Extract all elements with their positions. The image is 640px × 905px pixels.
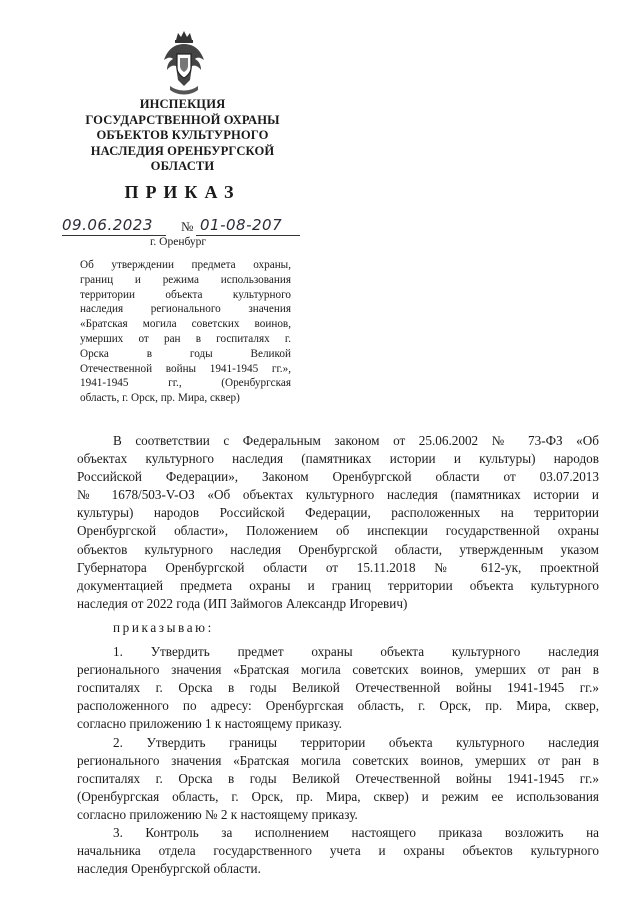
subject-line: территории объекта культурного [80,288,291,301]
number-underline [196,235,300,236]
handwritten-number: 01-08-207 [200,216,283,234]
preamble-line: объектах культурного наследия (памятниках истории и культуры) народов [77,451,599,467]
preamble-line: Губернатора Оренбургской области от 15.11.2018 № 612-ук, проектной [77,559,599,575]
item1-line: согласно приложению 1 к настоящему приказу. [77,716,342,732]
preamble-line: Оренбургской области», Положением об инспекции государственной охраны [77,523,599,539]
preamble-line: наследия от 2022 года (ИП Займогов Александр Игоревич) [77,595,408,611]
item2-line: госпиталях г. Орска в годы Великой Отечественной войны 1941-1945 гг.» [77,770,599,786]
agency-line: НАСЛЕДИЯ ОРЕНБУРГСКОЙ [90,143,275,158]
agency-line: ИНСПЕКЦИЯ [139,97,226,111]
preamble-line: культуры) народов Российской Федерации, расположенных на территории [77,505,599,521]
item1-line: расположенного по адресу: Оренбургская область, г. Орск, пр. Мира, сквер, [77,698,599,714]
subject-line: наследия регионального значения [80,303,291,316]
preamble-line: № 1678/503-V-ОЗ «Об объектах культурного наследия (памятниках истории и [77,487,599,503]
item2-line: регионального значения «Братская могила советских воинов, умерших от ран в [77,752,599,768]
order-body [77,432,599,878]
item2-line: согласно приложению № 2 к настоящему приказу. [77,806,358,822]
order-title: ПРИКАЗ [124,182,241,202]
subject-line: Отечественной войны 1941-1945 гг.», [80,362,291,375]
subject-line: «Братская могила советских воинов, [80,318,291,331]
item3-line: 3. Контроль за исполнением настоящего приказа возложить на [113,824,599,840]
number-sign: № [181,219,194,234]
agency-line: ОБЛАСТИ [150,159,215,173]
subject-line: Орска в годы Великой [80,347,291,360]
agency-line: ГОСУДАРСТВЕННОЙ ОХРАНЫ [85,112,280,127]
preamble-line: Российской Федерации», Законом Оренбургской области от 03.07.2013 [77,469,599,485]
city: г. Оренбург [150,236,207,248]
coat-of-arms-emblem [160,30,208,96]
agency-name [70,97,295,175]
preamble-line: документацией предмета охраны и границ территории объекта культурного [77,577,599,593]
order-subject [80,258,291,406]
item2-line: 2. Утвердить границы территории объекта культурного наследия [113,734,599,750]
preamble-line: объектов культурного наследия Оренбургской области, утвержденным указом [77,541,599,557]
item3-line: наследия Оренбургской области. [77,861,261,877]
item2-line: (Оренбургская область, г. Орск, пр. Мира, сквер) и режим ее использования [77,788,599,804]
agency-line: ОБЪЕКТОВ КУЛЬТУРНОГО [96,128,269,142]
subject-line: границ и режима использования [80,273,291,286]
subject-line: область, г. Орск, пр. Мира, сквер) [80,392,240,405]
subject-line: 1941-1945 гг., (Оренбургская [80,377,291,390]
preamble-line: В соответствии с Федеральным законом от 25.06.2002 № 73-ФЗ «Об [113,433,599,448]
order-word: приказываю: [113,619,214,635]
subject-line: умерших от ран в госпиталях г. [80,332,291,345]
item1-line: регионального значения «Братская могила советских воинов, умерших от ран в [77,662,599,678]
handwritten-date: 09.06.2023 [62,216,153,234]
item1-line: госпиталях г. Орска в годы Великой Отечественной войны 1941-1945 гг.» [77,680,599,696]
subject-line: Об утверждении предмета охраны, [80,259,291,271]
item3-line: начальника отдела государственного учета и охраны объектов культурного [77,843,599,859]
item1-line: 1. Утвердить предмет охраны объекта культурного наследия [113,644,599,660]
